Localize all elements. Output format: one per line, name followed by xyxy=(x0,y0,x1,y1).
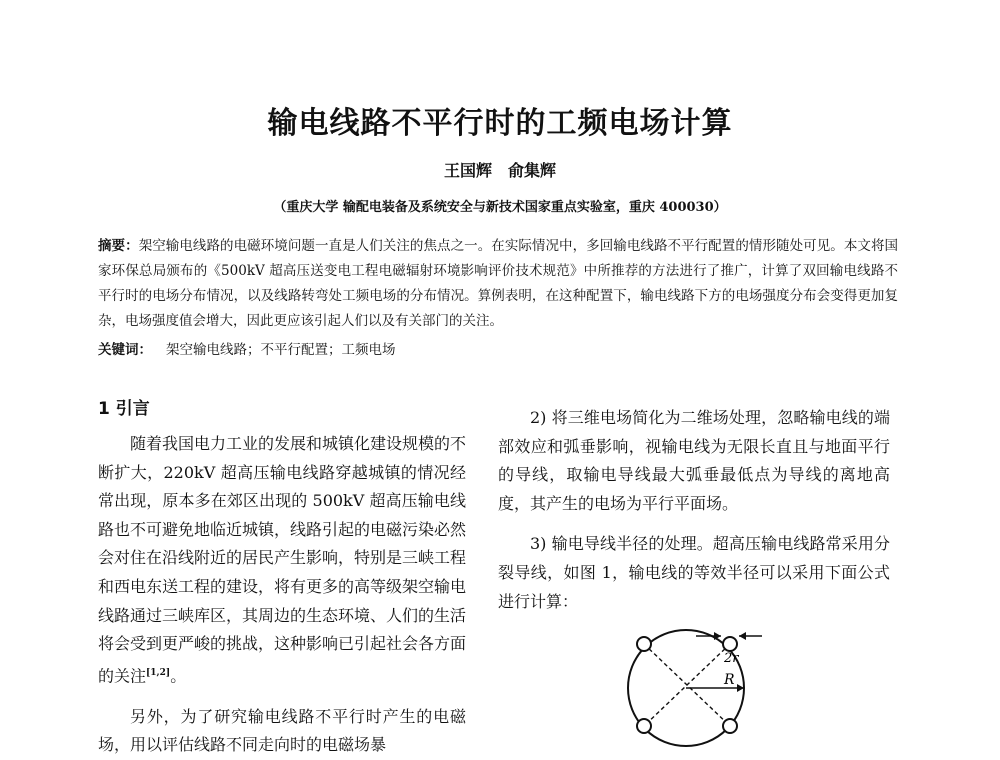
paper-authors: 王国辉 俞集辉 xyxy=(443,161,556,180)
intro-paragraph-1 xyxy=(98,430,466,691)
keywords-text: 架空输电线路；不平行配置；工频电场 xyxy=(166,342,396,358)
keywords-label: 关键词： xyxy=(98,342,152,358)
label-2r: 2r xyxy=(724,651,739,666)
conductor-bottom-right xyxy=(723,719,737,733)
assumption-2-paragraph: 2) 将三维电场简化为二维场处理，忽略输电线的端部效应和弧垂影响，视输电线为无限长直且与地面平行的导线，取输电导线最大弧垂最低点为导线的离地高度，其产生的电场为平行平面场。 xyxy=(498,408,890,513)
abstract xyxy=(98,234,898,334)
figure-bundled-conductor-diagram xyxy=(612,622,782,760)
assumption-3-paragraph: 3) 输电导线半径的处理。超高压输电线路常采用分裂导线，如图 1，输电线的等效半径可以采用下面公式进行计算： xyxy=(498,534,890,611)
section-heading-introduction: 1 引言 xyxy=(98,399,150,419)
label-R: R xyxy=(724,672,735,688)
conductor-bottom-left xyxy=(637,719,651,733)
intro-paragraph-1-text: 随着我国电力工业的发展和城镇化建设规模的不断扩大，220kV 超高压输电线路穿越城镇的情况经常出现，原本多在郊区出现的 500kV 超高压输电线路也不可避免地临近城镇，线路引起的电磁污染必然会对住在沿线附近的居民产生影响，特别是三峡工程和西电东送工程的建设，将有更多的高等级架空输电线路通过三峡库区，其周边的生态环境、人们的生活将会受到更严峻的挑战，这种影响已引起社会各方面的关注 xyxy=(98,434,467,686)
abstract-text: 架空输电线路的电磁环境问题一直是人们关注的焦点之一。在实际情况中，多回输电线路不平行配置的情形随处可见。本文将国家环保总局颁布的《500kV 超高压送变电工程电磁辐射环境影响评价技术规范》中所推荐的方法进行了推广，计算了双回输电线路不平行时的电场分布情况，以及线路转弯处工频电场的分布情况。算例表明，在这种配置下，输电线路下方的电场强度分布会变得更加复杂，电场强度值会增大，因此更应该引起人们以及有关部门的关注。 xyxy=(98,238,899,329)
dim-arrow-right-head xyxy=(739,632,746,640)
paper-affiliation: （重庆大学 输配电装备及系统安全与新技术国家重点实验室，重庆 400030） xyxy=(273,200,727,215)
abstract-label: 摘要： xyxy=(98,238,139,254)
keywords xyxy=(98,338,898,358)
citation-1-2: [1,2] xyxy=(146,667,171,678)
right-column xyxy=(498,404,890,616)
left-column xyxy=(98,430,466,760)
paper-title: 输电线路不平行时的工频电场计算 xyxy=(267,106,733,141)
intro-paragraph-2: 另外，为了研究输电线路不平行时产生的电磁场，用以评估线路不同走向时的电磁场暴 xyxy=(98,706,466,755)
intro-paragraph-1-end: 。 xyxy=(170,666,187,686)
conductor-top-left xyxy=(637,637,651,651)
conductor-top-right xyxy=(723,637,737,651)
